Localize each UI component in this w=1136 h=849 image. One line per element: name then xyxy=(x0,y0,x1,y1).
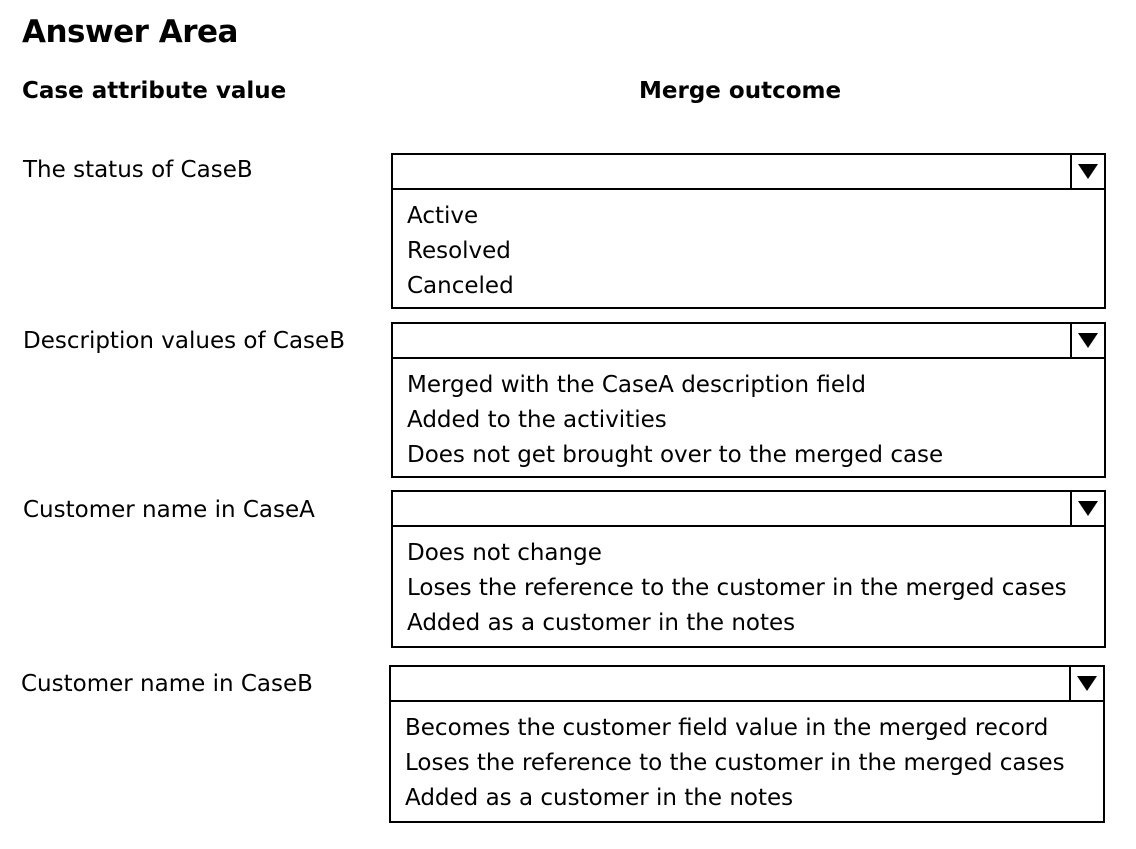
dropdown-selected-value[interactable] xyxy=(393,324,1104,359)
option-active[interactable]: Active xyxy=(407,203,479,229)
dropdown-options-list xyxy=(393,359,1104,473)
row-label-customer-casea: Customer name in CaseA xyxy=(23,497,315,523)
dropdown-status-caseb[interactable] xyxy=(391,153,1106,309)
row-label-customer-caseb: Customer name in CaseB xyxy=(21,671,313,697)
dropdown-toggle-button[interactable] xyxy=(1070,324,1104,357)
dropdown-toggle-button[interactable] xyxy=(1070,492,1104,525)
caret-down-icon xyxy=(1078,333,1098,348)
option-resolved[interactable]: Resolved xyxy=(407,238,511,264)
option-merged-with-casea-description[interactable]: Merged with the CaseA description field xyxy=(407,372,867,398)
dropdown-toggle-button[interactable] xyxy=(1070,155,1104,188)
dropdown-options-list xyxy=(393,527,1104,641)
option-added-to-activities[interactable]: Added to the activities xyxy=(407,407,667,433)
dropdown-description-caseb[interactable] xyxy=(391,322,1106,478)
row-label-status-caseb: The status of CaseB xyxy=(23,157,253,183)
merge-outcome-column-header: Merge outcome xyxy=(639,78,842,104)
dropdown-options-list xyxy=(391,702,1103,816)
option-loses-reference[interactable]: Loses the reference to the customer in the merged cases xyxy=(405,750,1065,776)
option-loses-reference[interactable]: Loses the reference to the customer in the merged cases xyxy=(407,575,1067,601)
dropdown-selected-value[interactable] xyxy=(393,155,1104,190)
row-label-description-caseb: Description values of CaseB xyxy=(23,328,345,354)
option-not-brought-over[interactable]: Does not get brought over to the merged case xyxy=(407,442,944,468)
option-becomes-customer-field[interactable]: Becomes the customer field value in the merged record xyxy=(405,715,1049,741)
caret-down-icon xyxy=(1078,501,1098,516)
caret-down-icon xyxy=(1077,676,1097,691)
option-canceled[interactable]: Canceled xyxy=(407,273,514,299)
option-does-not-change[interactable]: Does not change xyxy=(407,540,602,566)
case-attribute-column-header: Case attribute value xyxy=(22,78,287,104)
dropdown-toggle-button[interactable] xyxy=(1069,667,1103,700)
caret-down-icon xyxy=(1078,164,1098,179)
option-added-as-customer-notes[interactable]: Added as a customer in the notes xyxy=(407,610,796,636)
option-added-as-customer-notes[interactable]: Added as a customer in the notes xyxy=(405,785,794,811)
dropdown-selected-value[interactable] xyxy=(391,667,1103,702)
dropdown-selected-value[interactable] xyxy=(393,492,1104,527)
answer-area-title: Answer Area xyxy=(22,14,238,50)
dropdown-customer-caseb[interactable] xyxy=(389,665,1105,823)
dropdown-customer-casea[interactable] xyxy=(391,490,1106,648)
dropdown-options-list xyxy=(393,190,1104,304)
